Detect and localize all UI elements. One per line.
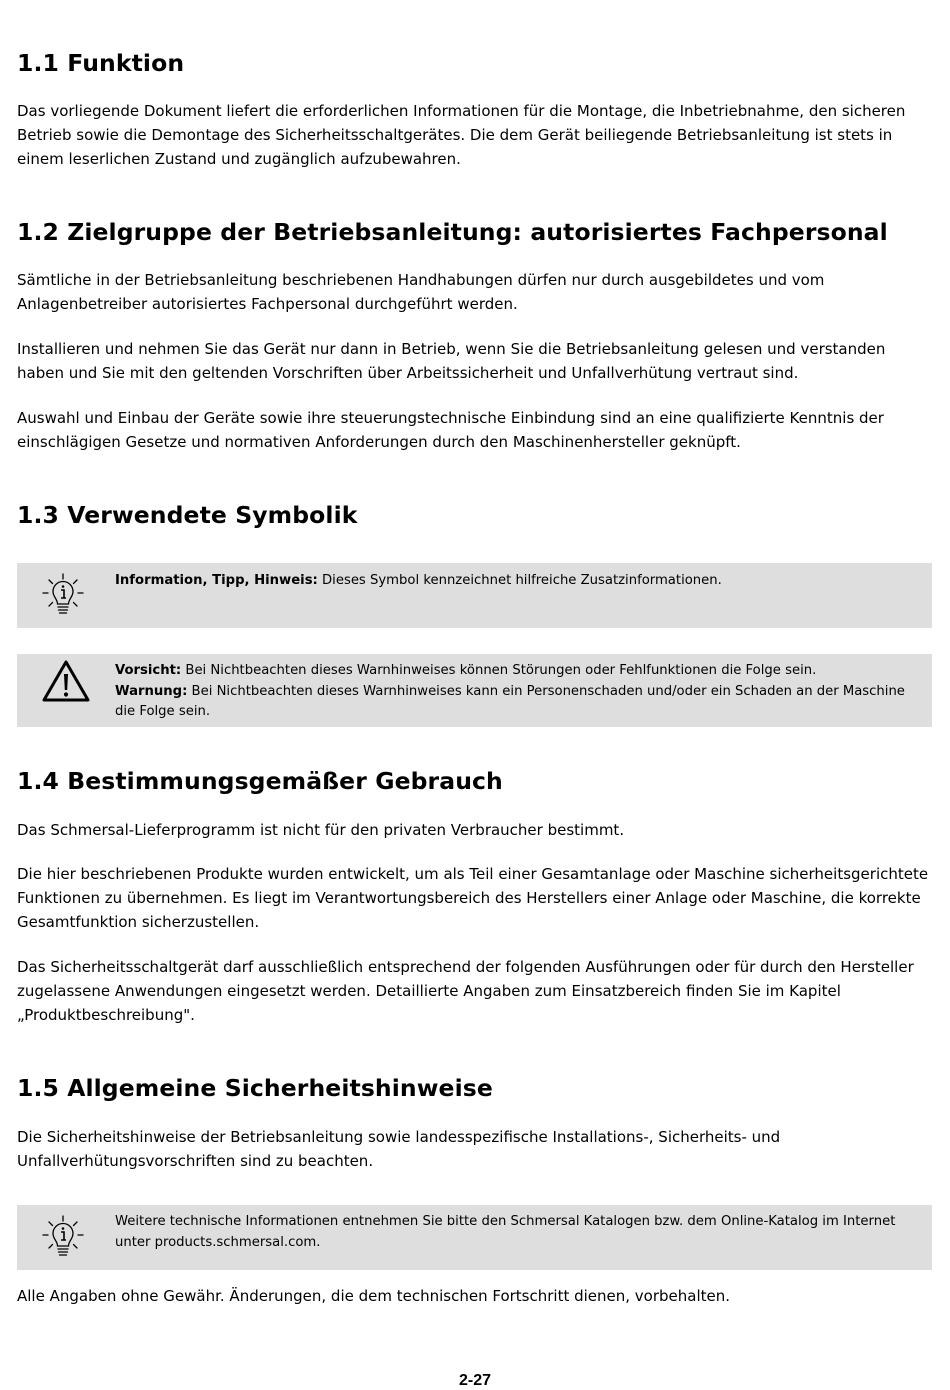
info-description: Dieses Symbol kennzeichnet hilfreiche Zusatzinformationen.	[317, 573, 722, 588]
warning-label: Warnung:	[115, 683, 188, 699]
paragraph-1-4-b: Die hier beschriebenen Produkte wurden entwickelt, um als Teil einer Gesamtanlage oder Maschine sicherheitsgerichtete Funktionen zu übernehmen. Es liegt im Verantwortungsbereich des Herstellers einer Anlage oder Maschine, die korrekte Gesamtfunktion sicherzustellen.	[17, 865, 929, 931]
paragraph-1-2-b: Installieren und nehmen Sie das Gerät nur dann in Betrieb, wenn Sie die Betriebsanleitung gelesen und verstanden haben und Sie mit den geltenden Vorschriften über Arbeitssicherheit und Unfallverhütung vertraut sind.	[17, 340, 886, 382]
page-number: 2-27	[458, 1372, 492, 1389]
paragraph-1-2-a: Sämtliche in der Betriebsanleitung beschriebenen Handhabungen dürfen nur durch ausgebildetes und vom Anlagenbetreiber autorisiertes Fachpersonal durchgeführt werden.	[17, 271, 825, 313]
info-symbol-box	[17, 563, 932, 628]
warning-triangle-icon	[41, 659, 91, 703]
paragraph-1-2-c: Auswahl und Einbau der Geräte sowie ihre steuerungstechnische Einbindung sind an eine qualifizierte Kenntnis der einschlägigen Gesetze und normativen Anforderungen durch den Maschinenhersteller geknüpft.	[17, 409, 884, 451]
heading-1-5: 1.5 Allgemeine Sicherheitshinweise	[17, 1074, 493, 1102]
warning-line	[115, 682, 925, 723]
lightbulb-info-icon	[40, 572, 86, 618]
info-note-text: Weitere technische Informationen entnehmen Sie bitte den Schmersal Katalogen bzw. dem Online-Katalog im Internet unter products.schmersal.com.	[115, 1214, 896, 1250]
paragraph-1-4-a: Das Schmersal-Lieferprogramm ist nicht für den privaten Verbraucher bestimmt.	[17, 821, 625, 839]
caution-label: Vorsicht:	[115, 663, 182, 678]
heading-1-4: 1.4 Bestimmungsgemäßer Gebrauch	[17, 767, 503, 795]
heading-1-1: 1.1 Funktion	[17, 49, 185, 77]
warning-description: Bei Nichtbeachten dieses Warnhinweises kann ein Personenschaden und/oder ein Schaden an der Maschine die Folge sein.	[115, 683, 905, 719]
caution-description: Bei Nichtbeachten dieses Warnhinweises können Störungen oder Fehlfunktionen die Folge sein.	[181, 663, 817, 678]
heading-1-2: 1.2 Zielgruppe der Betriebsanleitung: autorisiertes Fachpersonal	[17, 218, 888, 246]
warning-symbol-box	[17, 654, 932, 727]
info-label: Information, Tipp, Hinweis:	[115, 573, 318, 588]
paragraph-1-1: Das vorliegende Dokument liefert die erforderlichen Informationen für die Montage, die Inbetriebnahme, den sicheren Betrieb sowie die Demontage des Sicherheitsschaltgerätes. Die dem Gerät beiliegende Betriebsanleitung ist stets in einem leserlichen Zustand und zugänglich aufzubewahren.	[17, 102, 906, 168]
caution-line	[115, 661, 925, 682]
paragraph-1-4-c: Das Sicherheitsschaltgerät darf ausschließlich entsprechend der folgenden Ausführungen oder für durch den Hersteller zugelassene Anwendungen eingesetzt werden. Detaillierte Angaben zum Einsatzbereich finden Sie im Kapitel „Produktbeschreibung".	[17, 958, 914, 1024]
paragraph-1-5-a: Die Sicherheitshinweise der Betriebsanleitung sowie landesspezifische Installations-, Sicherheits- und Unfallverhütungsvorschriften sind zu beachten.	[17, 1128, 781, 1170]
info-note-box	[17, 1205, 932, 1270]
warning-symbol-text	[115, 661, 925, 723]
info-symbol-text	[115, 571, 925, 592]
paragraph-1-5-b: Alle Angaben ohne Gewähr. Änderungen, die dem technischen Fortschritt dienen, vorbehalten.	[17, 1287, 731, 1305]
heading-1-3: 1.3 Verwendete Symbolik	[17, 501, 358, 529]
lightbulb-info-icon	[40, 1214, 86, 1260]
